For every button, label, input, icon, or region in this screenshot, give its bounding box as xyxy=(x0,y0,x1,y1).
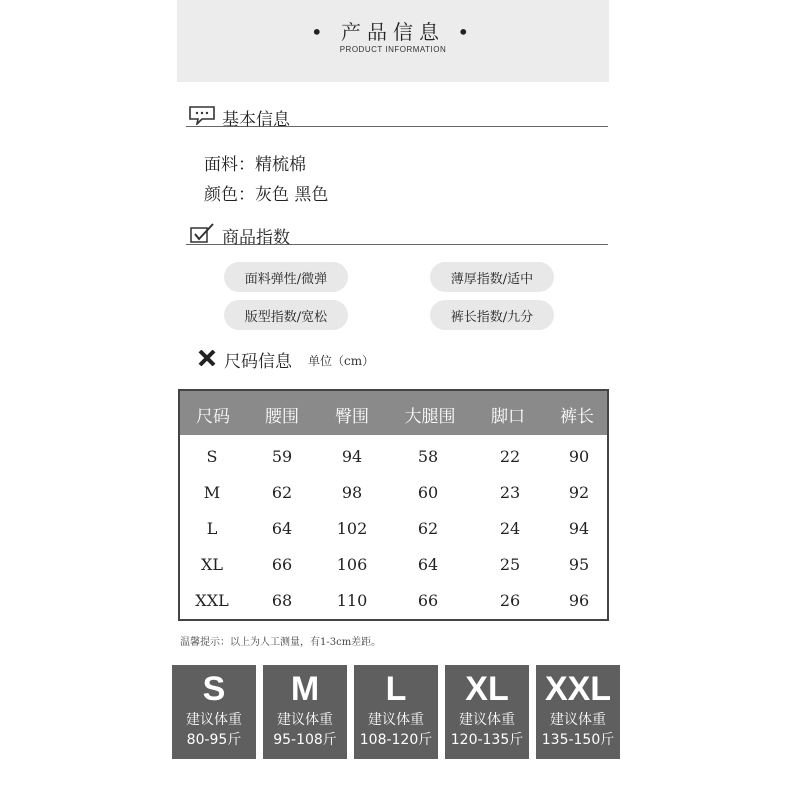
table-header-cell: 裤长 xyxy=(560,407,594,427)
table-cell: 64 xyxy=(271,519,293,538)
table-cell: 90 xyxy=(568,447,590,466)
table-cell: 106 xyxy=(336,555,368,574)
header-title: • 产品信息 • xyxy=(310,20,476,44)
table-cell: 95 xyxy=(568,555,590,574)
weight-card-label: 建议体重 xyxy=(277,712,333,728)
table-cell: 23 xyxy=(499,483,521,502)
size-info-label: 尺码信息 xyxy=(224,352,292,372)
table-header-cell: 脚口 xyxy=(491,407,525,427)
fabric-line: 面料：精梳棉 xyxy=(204,155,306,175)
weight-card-range: 120-135斤 xyxy=(450,732,524,748)
weight-card-size: S xyxy=(202,670,226,708)
table-cell: M xyxy=(203,483,221,502)
table-cell: 66 xyxy=(271,555,293,574)
table-cell: 68 xyxy=(271,591,293,610)
cross-mark-icon xyxy=(198,350,216,366)
weight-card-range: 80-95斤 xyxy=(186,732,242,748)
table-cell: 66 xyxy=(417,591,439,610)
table-header-cell: 臀围 xyxy=(335,407,369,427)
table-cell: 96 xyxy=(568,591,590,610)
table-cell: 92 xyxy=(568,483,590,502)
table-cell: 59 xyxy=(271,447,293,466)
pill-fabric-elasticity: 面料弹性/微弹 xyxy=(224,262,348,292)
color-line: 颜色：灰色 黑色 xyxy=(204,185,329,205)
table-cell: XL xyxy=(200,555,224,574)
weight-card-xxl xyxy=(536,665,620,759)
header-subtitle: PRODUCT INFORMATION xyxy=(339,45,447,54)
table-cell: 62 xyxy=(417,519,439,538)
table-cell: 60 xyxy=(417,483,439,502)
weight-card-range: 135-150斤 xyxy=(541,732,615,748)
table-cell: 25 xyxy=(499,555,521,574)
table-cell: XXL xyxy=(195,591,229,610)
table-cell: 98 xyxy=(341,483,363,502)
table-cell: 94 xyxy=(341,447,363,466)
weight-card-l xyxy=(354,665,438,759)
weight-card-s xyxy=(172,665,256,759)
weight-card-size: M xyxy=(290,670,320,708)
table-cell: S xyxy=(206,447,218,466)
pill-thickness: 薄厚指数/适中 xyxy=(430,262,554,292)
table-cell: 58 xyxy=(417,447,439,466)
weight-card-size: L xyxy=(385,670,407,708)
table-cell: 102 xyxy=(336,519,368,538)
table-cell: 64 xyxy=(417,555,439,574)
weight-card-label: 建议体重 xyxy=(550,712,606,728)
checkbox-check-icon xyxy=(188,223,216,243)
pill-length: 裤长指数/九分 xyxy=(430,300,554,330)
weight-card-label: 建议体重 xyxy=(459,712,515,728)
weight-card-range: 108-120斤 xyxy=(359,732,433,748)
size-table xyxy=(178,389,609,621)
basic-info-label: 基本信息 xyxy=(222,110,290,130)
weight-card-xl xyxy=(445,665,529,759)
table-header-cell: 尺码 xyxy=(196,407,230,427)
table-cell: 94 xyxy=(568,519,590,538)
weight-card-label: 建议体重 xyxy=(368,712,424,728)
table-cell: 62 xyxy=(271,483,293,502)
measurement-note: 温馨提示：以上为人工测量，有1-3cm差距。 xyxy=(180,637,382,648)
table-cell: 22 xyxy=(499,447,521,466)
table-cell: L xyxy=(206,519,218,538)
weight-card-size: XL xyxy=(465,670,509,708)
unit-label: 单位（cm） xyxy=(308,354,375,368)
weight-card-m xyxy=(263,665,347,759)
pill-fit: 版型指数/宽松 xyxy=(224,300,348,330)
product-index-label: 商品指数 xyxy=(222,228,290,248)
table-header-cell: 大腿围 xyxy=(404,407,456,427)
product-index-heading xyxy=(186,221,608,248)
weight-card-size: XXL xyxy=(544,670,612,708)
table-cell: 26 xyxy=(499,591,521,610)
table-header-row xyxy=(180,391,607,435)
table-header-cell: 腰围 xyxy=(265,407,299,427)
table-cell: 24 xyxy=(499,519,521,538)
basic-info-heading xyxy=(186,103,608,130)
weight-card-range: 95-108斤 xyxy=(273,732,337,748)
speech-bubble-icon xyxy=(188,105,216,125)
product-info-header xyxy=(177,0,609,82)
weight-card-label: 建议体重 xyxy=(186,712,242,728)
table-cell: 110 xyxy=(336,591,368,610)
